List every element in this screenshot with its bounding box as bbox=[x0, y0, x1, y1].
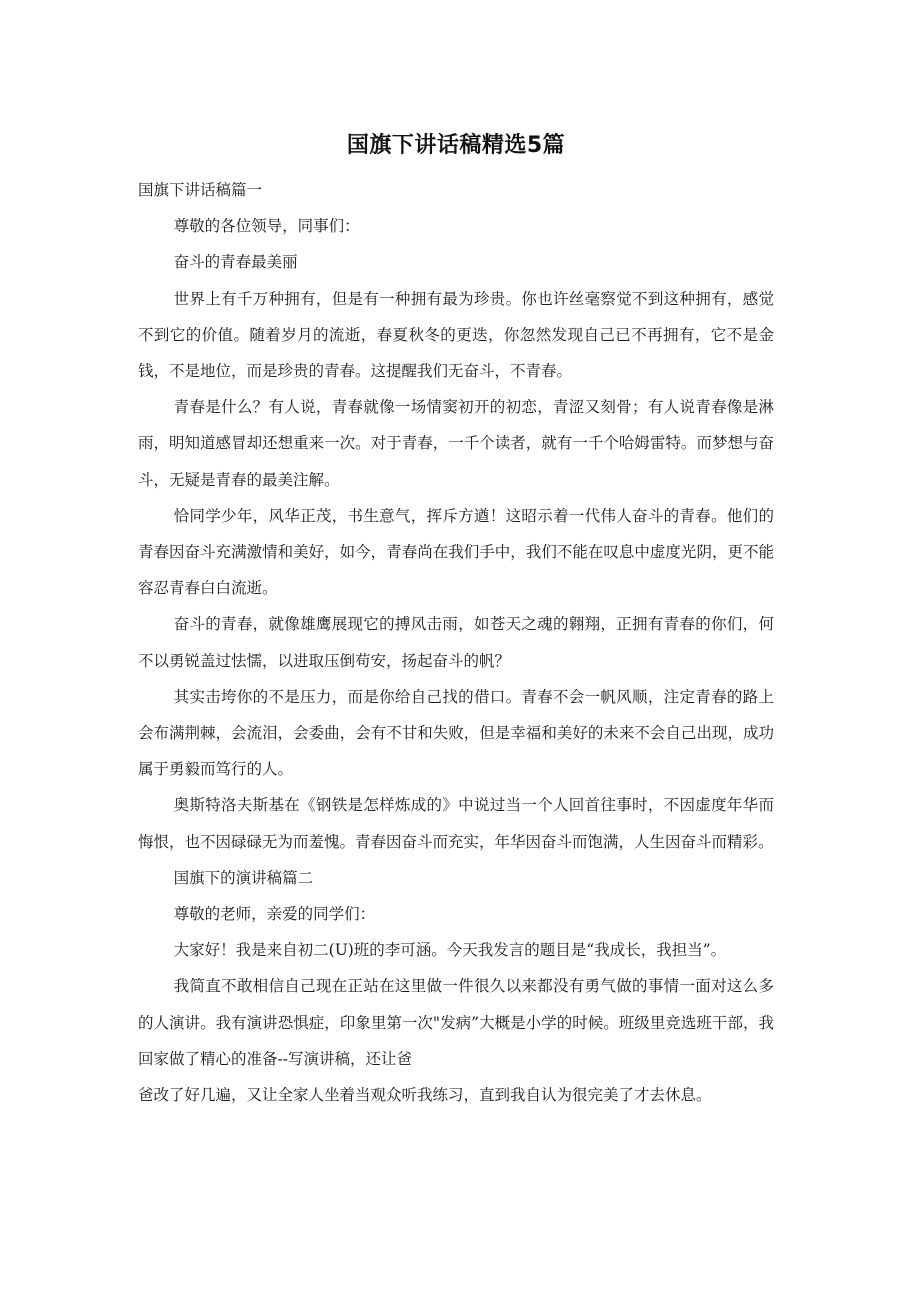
paragraph: 奋斗的青春，就像雄鹰展现它的搏风击雨，如苍天之魂的翱翔，正拥有青春的你们，何不以勇锐盖过怯懦，以进取压倒苟安，扬起奋斗的帆？ bbox=[138, 615, 774, 670]
salutation: 尊敬的老师，亲爱的同学们： bbox=[173, 905, 376, 924]
paragraph: 世界上有千万种拥有，但是有一种拥有最为珍贵。你也许丝毫察觉不到这种拥有，感觉不到它的价值。随着岁月的流逝，春夏秋冬的更迭，你忽然发现自己已不再拥有，它不是金钱，不是地位，而是珍贵的青春。这提醒我们无奋斗，不青春。 bbox=[138, 289, 774, 381]
document-body bbox=[138, 172, 774, 1113]
paragraph: 其实击垮你的不是压力，而是你给自己找的借口。青春不会一帆风顺，注定青春的路上会布满荆棘，会流泪，会委曲，会有不甘和失败，但是幸福和美好的未来不会自己出现，成功属于勇毅而笃行的人。 bbox=[138, 687, 774, 779]
section-heading: 国旗下讲话稿篇一 bbox=[138, 181, 263, 199]
section-heading: 国旗下的演讲稿篇二 bbox=[173, 868, 314, 887]
paragraph: 恰同学少年，风华正茂，书生意气，挥斥方遒！这昭示着一代伟人奋斗的青春。他们的青春因奋斗充满激情和美好，如今，青春尚在我们手中，我们不能在叹息中虚度光阴，更不能容忍青春白白流逝。 bbox=[138, 506, 774, 598]
document-title: 国旗下讲话稿精选5篇 bbox=[346, 133, 566, 158]
paragraph: 青春是什么？有人说，青春就像一场情窦初开的初恋，青涩又刻骨；有人说青春像是淋雨，明知道感冒却还想重来一次。对于青春，一千个读者，就有一千个哈姆雷特。而梦想与奋斗，无疑是青春的最美注解。 bbox=[138, 398, 774, 489]
paragraph: 爸改了好几遍，又让全家人坐着当观众听我练习，直到我自认为很完美了才去休息。 bbox=[138, 1086, 712, 1105]
salutation: 尊敬的各位领导，同事们： bbox=[173, 217, 360, 236]
speech-topic: 奋斗的青春最美丽 bbox=[173, 253, 298, 272]
paragraph: 大家好！我是来自初二(U)班的李可涵。今天我发言的题目是“我成长，我担当”。 bbox=[173, 941, 727, 960]
paragraph: 奥斯特洛夫斯基在《钢铁是怎样炼成的》中说过当一个人回首往事时，不因虚度年华而悔恨，也不因碌碌无为而羞愧。青春因奋斗而充实，年华因奋斗而饱满，人生因奋斗而精彩。 bbox=[138, 796, 774, 851]
paragraph: 我简直不敢相信自己现在正站在这里做一件很久以来都没有勇气做的事情一面对这么多的人演讲。我有演讲恐惧症，印象里第一次"发病”大概是小学的时候。班级里竞选班干部，我回家做了精心的准备--写演讲稿，还让爸 bbox=[138, 977, 774, 1068]
